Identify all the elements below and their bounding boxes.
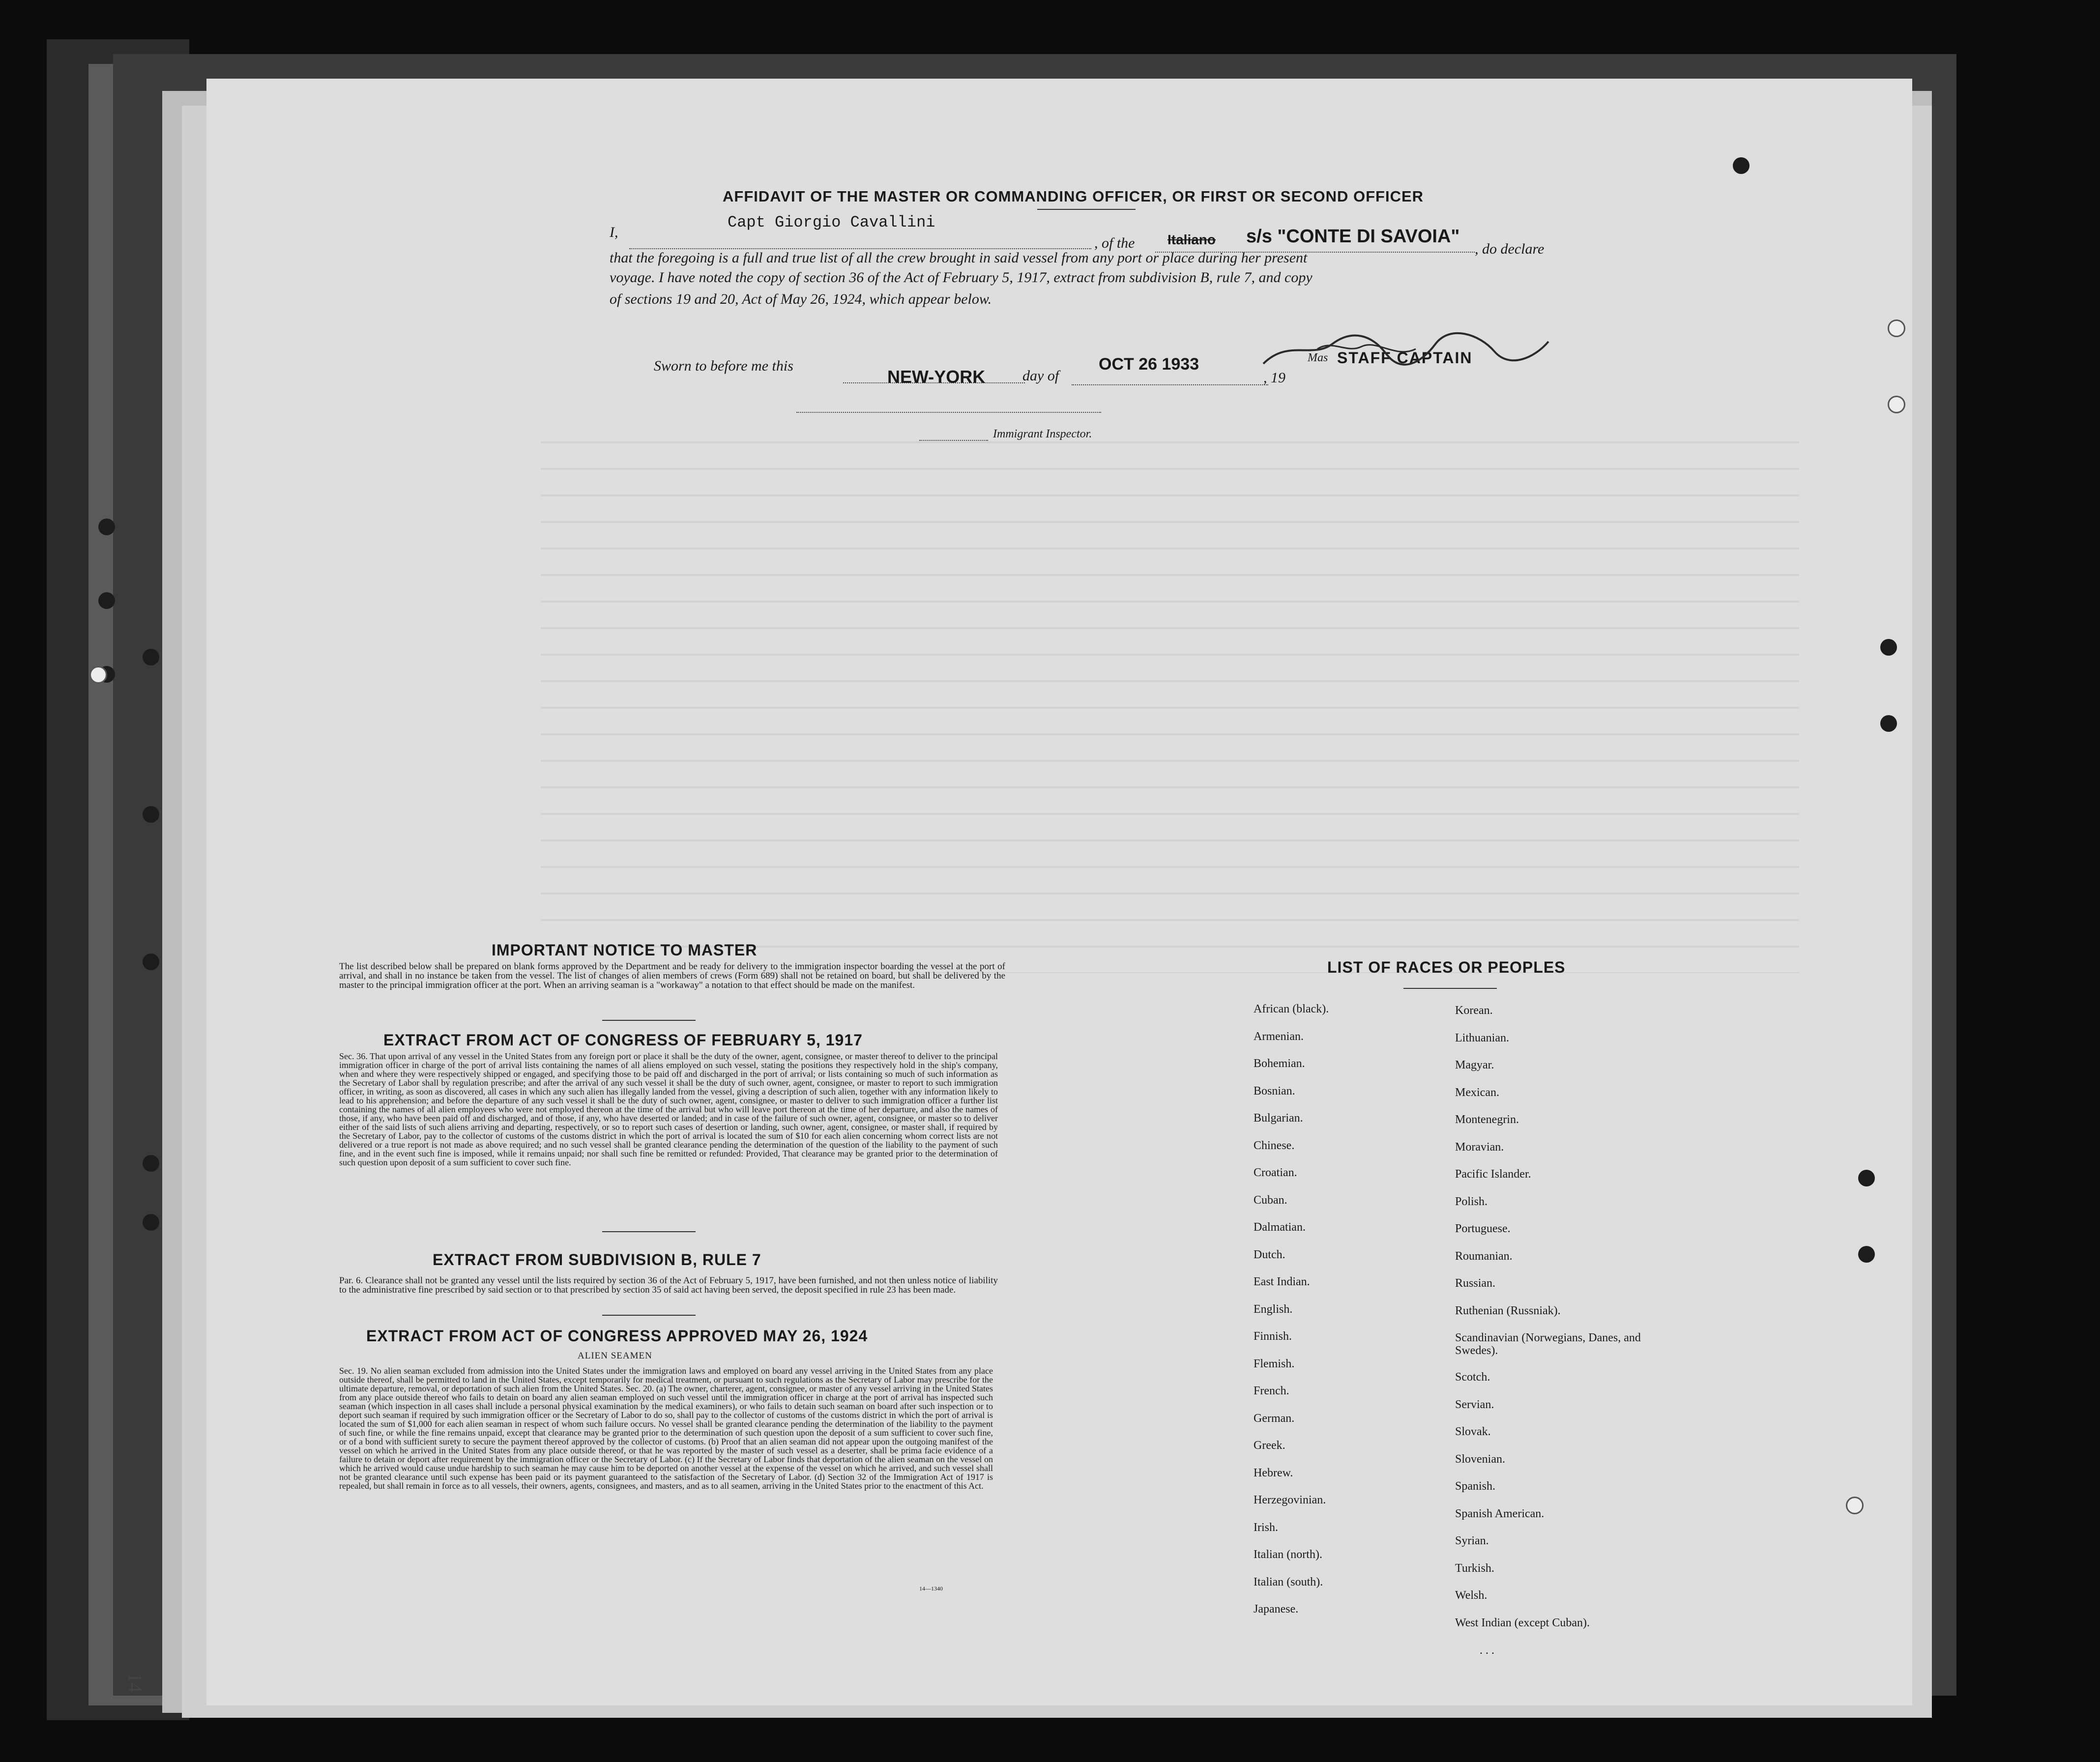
punch-hole: [89, 666, 107, 684]
punch-hole: [143, 1214, 159, 1231]
race-item: Bulgarian.: [1254, 1112, 1303, 1125]
punch-hole: [143, 806, 159, 823]
year-label: , 19: [1263, 370, 1285, 386]
race-item: Polish.: [1455, 1195, 1488, 1208]
master-name: Capt Giorgio Cavallini: [728, 213, 935, 231]
notice-title: IMPORTANT NOTICE TO MASTER: [492, 941, 758, 959]
race-item: Scotch.: [1455, 1371, 1490, 1384]
sworn-place: NEW-YORK: [887, 367, 986, 387]
master-label: Mas: [1308, 351, 1328, 364]
race-item: Russian.: [1455, 1277, 1496, 1290]
race-item: Hebrew.: [1254, 1466, 1293, 1479]
race-item: Ruthenian (Russniak).: [1455, 1304, 1561, 1317]
race-item: Welsh.: [1455, 1589, 1488, 1602]
race-item: Greek.: [1254, 1439, 1285, 1452]
extract-1924-subtitle: ALIEN SEAMEN: [578, 1351, 652, 1361]
show-through-shadow: [541, 423, 1799, 973]
races-ellipsis: . . .: [1480, 1644, 1494, 1657]
race-item: African (black).: [1254, 1003, 1329, 1015]
divider: [1037, 209, 1136, 210]
punch-hole: [143, 1155, 159, 1172]
race-item: German.: [1254, 1412, 1295, 1425]
punch-hole: [143, 649, 159, 665]
punch-hole: [1858, 1170, 1875, 1186]
margin-note: 14: [124, 1673, 146, 1693]
vessel-flag: Italiano: [1167, 232, 1216, 247]
inspector-label: Immigrant Inspector.: [993, 428, 1092, 440]
race-item: Herzegovinian.: [1254, 1494, 1326, 1506]
race-item: Magyar.: [1455, 1059, 1494, 1071]
races-title: LIST OF RACES OR PEOPLES: [1327, 958, 1566, 976]
race-item: Spanish.: [1455, 1480, 1496, 1493]
race-item: Pacific Islander.: [1455, 1168, 1531, 1181]
punch-hole: [1888, 319, 1905, 337]
extract-1917-body: Sec. 36. That upon arrival of any vessel in the United States from any foreign port or place it shall be the duty of the owner, agent, consignee, or master thereof to deliver to the principal immigration officer in charge of the port of arrival lists containing the names of all aliens employed on such vessel, stating the positions they respectively hold in the ship's company, when and where they were respectively shipped or engaged, and specifying those to be paid off and discharged in the port of arrival; or lists containing so much of such information as the Secretary of Labor shall by regulation prescribe; and after the arrival of any such vessel it shall be the duty of such owner, agent, consignee, or master to report to such immigration officer, in writing, as soon as discovered, all cases in which any such alien has illegally landed from the vessel, giving a description of such alien, together with any information likely to lead to his apprehension; and before the departure of any such vessel it shall be the duty of such owner, agent, consignee, or master to deliver to such immigration officer a further list containing the names of all alien employees who were not employed thereon at the time of the arrival but who will leave port thereon at the time of her departure, and also the names of those, if any, who have been paid off and discharged, and of those, if any, who have deserted or landed; and in case of the failure of such owner, agent, consignee, or master so to deliver either of the said lists of such aliens arriving and departing, respectively, or so to report such cases of desertion or landing, such owner, agent, consignee, or master shall, if required by the Secretary of Labor, pay to the collector of customs of the customs district in which the port of arrival is located the sum of $10 for each alien concerning whom correct lists are not delivered or a true report is not made as above required; and no such vessel shall be granted clearance pending the determination of the question of the liability to the payment of such fine, and in the event such fine is imposed, while it remains unpaid; nor shall such fine be remitted or refunded: Provided, That clearance may be granted prior to the determination of such question upon deposit of a sum sufficient to cover such fine.: [339, 1051, 998, 1167]
race-item: Spanish American.: [1455, 1507, 1545, 1520]
vessel-name: s/s "CONTE DI SAVOIA": [1246, 226, 1460, 247]
extract-1924-body: Sec. 19. No alien seaman excluded from admission into the United States under the immigration laws and employed on board any vessel arriving in the United States from any place outside thereof, shall be permitted to land in the United States, except temporarily for medical treatment, or pursuant to such regulations as the Secretary of Labor may prescribe for the ultimate departure, removal, or deportation of such alien from the United States. Sec. 20. (a) The owner, charterer, agent, consignee, or master of any vessel arriving in the United States from any place outside thereof who fails to detain on board any alien seaman employed on such vessel until the immigration officer in charge at the port of arrival has inspected such seaman (which inspection in all cases shall include a personal physical examination by the medical examiners), or who fails to detain such seaman on board after such inspection or to deport such seaman if required by such immigration officer or the Secretary of Labor to do so, shall pay to the collector of customs of the customs district in which the port of arrival is located the sum of $1,000 for each alien seaman in respect of whom such failure occurs. No vessel shall be granted clearance pending the determination of the liability to the payment of such fine, or while the fine remains unpaid, except that clearance may be granted prior to the determination of such question upon the deposit of a sum sufficient to cover such fine, or of a bond with sufficient surety to secure the payment thereof approved by the collector of customs. (b) Proof that an alien seaman did not appear upon the outgoing manifest of the vessel on which he arrived in the United States from any place outside thereof, or that he was reported by the master of such vessel as a deserter, shall be prima facie evidence of a failure to detain or deport after requirement by the immigration officer or the Secretary of Labor. (c) If the Secretary of Labor finds that deportation of the alien seaman on the vessel on which he arrived would cause undue hardship to such seaman he may cause him to be deported on another vessel at the expense of the vessel on which he arrived, and such vessel shall not be granted clearance until such expense has been paid or its payment guaranteed to the satisfaction of the Secretary of Labor. (d) Section 32 of the Immigration Act of 1917 is repealed, but shall remain in force as to all vessels, their owners, agents, consignees, and masters, and as to all seamen, arriving in the United States prior to the enactment of this Act.: [339, 1366, 993, 1491]
divider: [602, 1231, 696, 1232]
punch-hole: [143, 953, 159, 970]
race-item: Moravian.: [1455, 1140, 1504, 1154]
race-item: Croatian.: [1254, 1166, 1297, 1179]
sworn-label: Sworn to before me this: [654, 358, 793, 374]
punch-hole: [1846, 1497, 1864, 1514]
divider: [602, 1315, 696, 1316]
extract-rule7-body: Par. 6. Clearance shall not be granted any vessel until the lists required by section 36 of the Act of February 5, 1917, have been furnished, and not then unless notice of liability to the administrative fine prescribed by said section or to that prescribed by section 35 of said act having been served, the deposit specified in rule 23 has been made.: [339, 1275, 998, 1295]
punch-hole: [1880, 639, 1897, 656]
day-of-label: day of: [1022, 368, 1059, 384]
of-the-label: , of the: [1094, 235, 1135, 251]
punch-hole: [98, 592, 115, 609]
race-item: Bohemian.: [1254, 1057, 1305, 1070]
race-item: Cuban.: [1254, 1193, 1287, 1207]
sworn-date: OCT 26 1933: [1099, 355, 1199, 374]
extract-1917-title: EXTRACT FROM ACT OF CONGRESS OF FEBRUARY 5, 1917: [383, 1031, 863, 1049]
master-signature: [1258, 329, 1553, 374]
staff-captain-stamp: STAFF CAPTAIN: [1337, 349, 1473, 367]
affidavit-line2: that the foregoing is a full and true list of all the crew brought in said vessel from any port or place during her present: [610, 250, 1308, 266]
race-item: Dalmatian.: [1254, 1221, 1306, 1234]
race-item: Turkish.: [1455, 1561, 1494, 1575]
affidavit-title: AFFIDAVIT OF THE MASTER OR COMMANDING OFFICER, OR FIRST OR SECOND OFFICER: [723, 188, 1424, 205]
race-item: Scandinavian (Norwegians, Danes, and Swedes).: [1455, 1331, 1641, 1357]
race-item: French.: [1254, 1385, 1289, 1397]
race-item: Dutch.: [1254, 1248, 1285, 1261]
race-item: Irish.: [1254, 1521, 1278, 1534]
race-item: Lithuanian.: [1455, 1031, 1509, 1044]
race-item: Finnish.: [1254, 1330, 1292, 1343]
race-item: English.: [1254, 1302, 1293, 1316]
race-item: Japanese.: [1254, 1603, 1299, 1616]
race-item: West Indian (except Cuban).: [1455, 1616, 1590, 1629]
race-item: Portuguese.: [1455, 1222, 1511, 1235]
affidavit-line4: of sections 19 and 20, Act of May 26, 1924, which appear below.: [610, 291, 992, 307]
race-item: Mexican.: [1455, 1086, 1499, 1099]
affidavit-i: I,: [610, 224, 618, 240]
notice-body: The list described below shall be prepared on blank forms approved by the Department and be ready for delivery to the immigration inspector boarding the vessel at the port of arrival, and shall in no instance be taken from the vessel. The list of changes of alien members of crews (Form 689) shall not be retained on board, but shall be delivered by the master to the principal immigration officer at the port. When an arriving seaman is a "workaway" a notation to that effect should be made on the manifest.: [339, 961, 1005, 990]
race-item: Slovak.: [1455, 1425, 1491, 1438]
form-number: 14—1340: [919, 1585, 943, 1592]
do-declare-label: , do declare: [1475, 241, 1545, 257]
race-item: Chinese.: [1254, 1139, 1295, 1152]
race-item: Bosnian.: [1254, 1084, 1295, 1098]
race-item: Servian.: [1455, 1398, 1494, 1411]
extract-1924-title: EXTRACT FROM ACT OF CONGRESS APPROVED MAY 26, 1924: [366, 1327, 868, 1345]
race-item: Montenegrin.: [1455, 1113, 1519, 1126]
punch-hole: [1888, 396, 1905, 413]
races-right-column: [1455, 1004, 1647, 1644]
inspector-line-1: [796, 412, 1101, 413]
punch-hole: [1733, 157, 1750, 174]
race-item: Syrian.: [1455, 1534, 1489, 1547]
race-item: Roumanian.: [1455, 1249, 1513, 1263]
race-item: Korean.: [1455, 1004, 1493, 1017]
name-line: [629, 248, 1091, 249]
race-item: Flemish.: [1254, 1357, 1295, 1370]
affidavit-line3: voyage. I have noted the copy of section 36 of the Act of February 5, 1917, extract from subdivision B, rule 7, and copy: [610, 269, 1312, 286]
races-left-column: [1254, 1003, 1329, 1630]
inspector-line-2: [919, 440, 988, 441]
race-item: Italian (north).: [1254, 1548, 1322, 1561]
date-line: [1072, 384, 1268, 385]
race-item: Slovenian.: [1455, 1452, 1505, 1466]
punch-hole: [1858, 1246, 1875, 1263]
divider: [602, 1020, 696, 1021]
race-item: Italian (south).: [1254, 1575, 1323, 1589]
extract-rule7-title: EXTRACT FROM SUBDIVISION B, RULE 7: [433, 1251, 761, 1269]
punch-hole: [1880, 715, 1897, 732]
divider: [1403, 988, 1497, 989]
punch-hole: [98, 519, 115, 535]
race-item: East Indian.: [1254, 1275, 1310, 1288]
race-item: Armenian.: [1254, 1030, 1304, 1043]
